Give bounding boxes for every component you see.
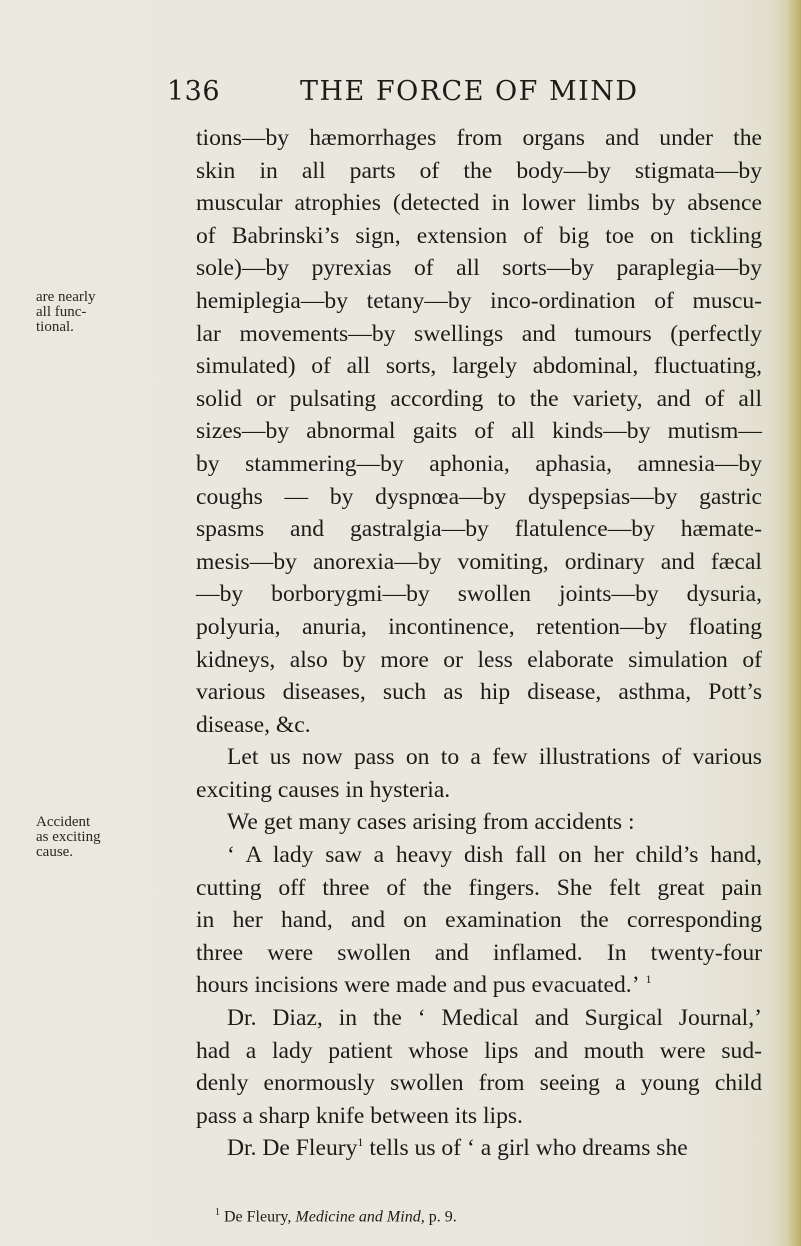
text-line: [196, 969, 762, 1002]
text-line: —by borborygmi—by swollen joints—by dysuria,: [196, 581, 762, 608]
footnote-reference: 1: [645, 972, 652, 987]
text-line: exciting causes in hysteria.: [196, 776, 451, 803]
footnote: [215, 1207, 457, 1226]
text-line: We get many cases arising from accidents :: [227, 809, 635, 836]
text-line: skin in all parts of the body—by stigmata—by: [196, 157, 762, 184]
margin-note-line: tional.: [36, 319, 74, 335]
text-line: cutting off three of the fingers. She felt great pain: [196, 874, 762, 901]
footnote-reference: 1: [357, 1135, 364, 1150]
text-line: denly enormously swollen from seeing a young child: [196, 1070, 762, 1097]
text-line: lar movements—by swellings and tumours (perfectly: [196, 320, 762, 347]
text-line: tions—by hæmorrhages from organs and under the: [196, 125, 762, 151]
margin-note-accident: [36, 815, 146, 860]
text-line: muscular atrophies (detected in lower limbs by absence: [196, 190, 762, 217]
text-line-content: tells us of ‘ a girl who dreams she: [369, 1135, 688, 1162]
text-line: [196, 1132, 762, 1165]
margin-note-line: Accident: [36, 814, 91, 830]
text-line-content: hours incisions were made and pus evacuated.’: [196, 972, 640, 999]
margin-note-functional: [36, 290, 146, 335]
text-line: solid or pulsating according to the variety, and of all: [196, 385, 762, 412]
text-line: disease, &c.: [196, 711, 311, 738]
text-line: had a lady patient whose lips and mouth were sud-: [196, 1037, 762, 1064]
page-edge: [787, 0, 801, 1246]
text-line: mesis—by anorexia—by vomiting, ordinary and fæcal: [196, 548, 762, 575]
text-line: simulated) of all sorts, largely abdominal, fluctuating,: [196, 353, 762, 380]
text-line: hemiplegia—by tetany—by inco-ordination of muscu-: [196, 287, 762, 314]
text-line: various diseases, such as hip disease, asthma, Pott’s: [196, 679, 762, 706]
text-line: Let us now pass on to a few illustrations of various: [227, 744, 762, 771]
footnote-author: De Fleury,: [224, 1208, 292, 1226]
running-head: THE FORCE OF MIND: [300, 76, 639, 107]
text-line: ‘ A lady saw a heavy dish fall on her child’s hand,: [227, 842, 762, 869]
body-text: [196, 122, 762, 1165]
page-number: 136: [167, 76, 221, 107]
text-line: three were swollen and inflamed. In twenty-four: [196, 939, 762, 966]
text-line: pass a sharp knife between its lips.: [196, 1102, 523, 1129]
page-header: [0, 76, 801, 116]
text-line: sole)—by pyrexias of all sorts—by paraplegia—by: [196, 255, 762, 282]
margin-note-line: as exciting: [36, 829, 101, 845]
text-line: coughs — by dyspnœa—by dyspepsias—by gastric: [196, 483, 762, 510]
text-line: Dr. Diaz, in the ‘ Medical and Surgical Journal,’: [227, 1005, 762, 1032]
margin-note-line: all func-: [36, 304, 87, 320]
text-line: in her hand, and on examination the corresponding: [196, 907, 762, 934]
text-line: spasms and gastralgia—by flatulence—by hæmate-: [196, 516, 762, 543]
text-line: kidneys, also by more or less elaborate simulation of: [196, 646, 762, 673]
text-line: of Babrinski’s sign, extension of big toe on tickling: [196, 222, 762, 249]
footnote-title: Medicine and Mind,: [295, 1208, 425, 1226]
margin-note-line: cause.: [36, 844, 74, 860]
text-line-content: Dr. De Fleury: [227, 1135, 358, 1162]
footnote-page: p. 9.: [428, 1208, 457, 1226]
text-line: polyuria, anuria, incontinence, retention—by floating: [196, 613, 762, 640]
text-line: sizes—by abnormal gaits of all kinds—by mutism—: [196, 418, 762, 445]
text-line: by stammering—by aphonia, aphasia, amnesia—by: [196, 450, 762, 477]
margin-note-line: are nearly: [36, 289, 96, 305]
footnote-mark: 1: [215, 1207, 220, 1218]
